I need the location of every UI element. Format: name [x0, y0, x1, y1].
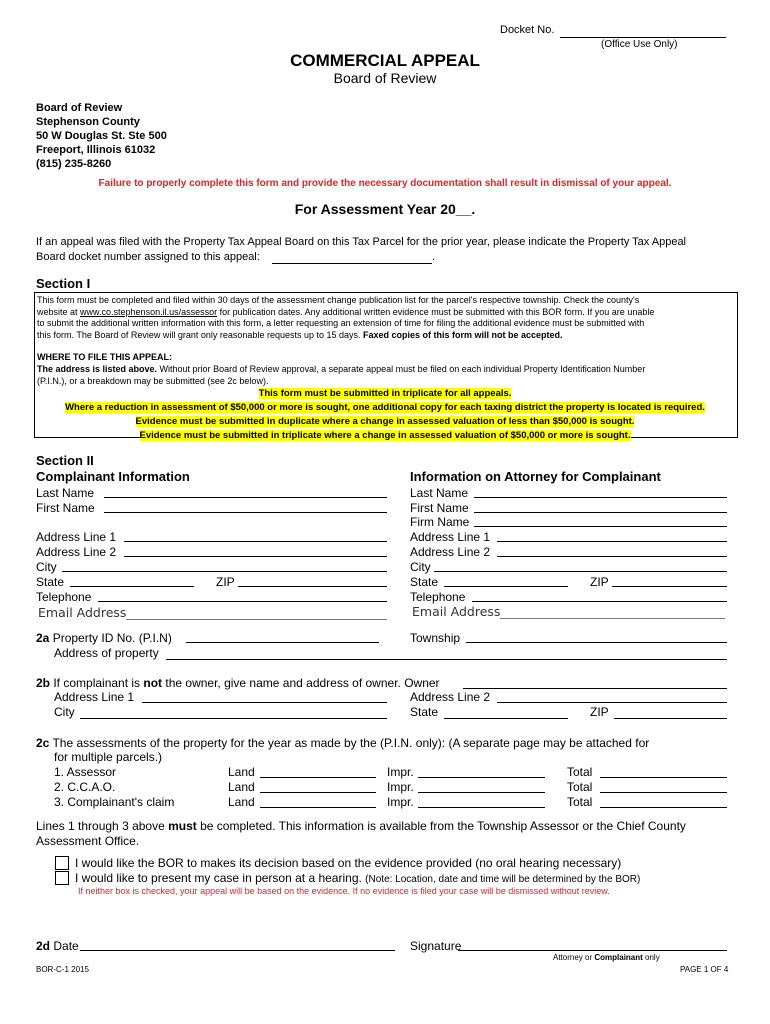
form-subtitle: Board of Review — [333, 70, 437, 86]
township-label: Township — [410, 631, 461, 645]
section1-title: Section I — [36, 276, 91, 291]
attorney-state-field[interactable] — [444, 586, 568, 587]
township-field[interactable] — [466, 642, 727, 643]
highlight-block — [0, 386, 770, 442]
complainant-city-label: City — [36, 560, 57, 574]
instruction-line — [37, 330, 654, 342]
highlight-line: Where a reduction in assessment of $50,000 or more is sought, one additional copy for each taxing district the property is located is required. — [65, 402, 705, 413]
in-person-hearing-label — [75, 871, 640, 885]
ptab-docket-field[interactable] — [272, 263, 432, 264]
s2c-text-2: for multiple parcels.) — [54, 750, 163, 764]
address-line: (815) 235-8260 — [36, 158, 112, 170]
form-title: COMMERCIAL APPEAL — [290, 51, 480, 70]
lines-note-text: be completed. This information is available from the Township Assessor or the Chief County — [196, 819, 686, 833]
attorney-telephone-label: Telephone — [410, 590, 466, 604]
complainant-address2-field[interactable] — [124, 556, 387, 557]
form-id: BOR-C-1 2015 — [36, 965, 89, 974]
complainant-telephone-label: Telephone — [36, 590, 92, 604]
complainant-last-name-label: Last Name — [36, 486, 95, 500]
signature-note — [553, 953, 660, 962]
total-label: Total — [567, 765, 593, 779]
owner-zip-label: ZIP — [590, 705, 609, 719]
property-address-label: Address of property — [54, 646, 159, 660]
instruction-line — [37, 307, 654, 319]
s2b-owner-text — [36, 676, 440, 690]
owner-address2-label: Address Line 2 — [410, 690, 491, 704]
land-label: Land — [228, 765, 255, 779]
where-bold: The address is listed above. — [37, 364, 158, 374]
s2d-date-text: Date — [50, 939, 79, 953]
lines-note-2: Assessment Office. — [36, 834, 140, 848]
date-label — [36, 939, 79, 953]
total-label: Total — [567, 795, 593, 809]
highlight-line: Evidence must be submitted in triplicate where a change in assessed valuation of $50,000 or more is sought. — [139, 430, 631, 441]
property-address-field[interactable] — [166, 659, 727, 660]
lines-note — [36, 819, 686, 833]
where-to-file-title: WHERE TO FILE THIS APPEAL: — [37, 352, 173, 362]
ccao-row-label: 2. C.C.A.O. — [54, 780, 116, 794]
period: . — [432, 251, 436, 263]
assessor-total-field[interactable] — [600, 777, 727, 778]
attorney-email-label: Email Address — [412, 604, 501, 619]
pin-field[interactable] — [186, 642, 379, 643]
attorney-last-name-field[interactable] — [474, 497, 727, 498]
complainant-telephone-field[interactable] — [98, 601, 387, 602]
complainant-address1-label: Address Line 1 — [36, 530, 117, 544]
attorney-title: Information on Attorney for Complainant — [410, 469, 661, 484]
owner-city-field[interactable] — [80, 718, 387, 719]
s2c-num: 2c — [36, 736, 50, 750]
lines-note-must: must — [168, 819, 197, 833]
attorney-email-field[interactable] — [500, 618, 725, 619]
complainant-city-field[interactable] — [62, 571, 387, 572]
instruction-text: this form. The Board of Review will grant only reasonable requests up to 15 days. — [37, 329, 364, 340]
land-label: Land — [228, 795, 255, 809]
s2a-num: 2a — [36, 631, 50, 645]
where-to-file-text-2: (P.I.N.), or a breakdown may be submitted (see 2c below). — [37, 376, 269, 386]
s2c-text — [36, 736, 649, 750]
complainant-state-field[interactable] — [70, 586, 194, 587]
address-line: Board of Review — [36, 102, 123, 114]
signature-field[interactable] — [458, 950, 727, 951]
attorney-firm-name-label: Firm Name — [410, 515, 470, 529]
owner-state-field[interactable] — [444, 718, 568, 719]
impr-label: Impr. — [387, 765, 414, 779]
neither-box-note: If neither box is checked, your appeal will be based on the evidence. If no evidence is filed your case will be dismissed without review. — [78, 886, 610, 896]
fax-note: Faxed copies of this form will not be accepted. — [363, 329, 563, 340]
no-hearing-checkbox[interactable] — [55, 856, 69, 870]
owner-state-label: State — [410, 705, 439, 719]
where-text: Without prior Board of Review approval, a separate appeal must be filed on each individual Property Identification Number — [157, 364, 646, 374]
address-block — [36, 101, 167, 171]
no-hearing-label: I would like the BOR to makes its decision based on the evidence provided (no oral hearing necessary) — [75, 856, 622, 870]
claim-row-label: 3. Complainant's claim — [54, 795, 175, 809]
s2b-text: If complainant is — [50, 676, 144, 690]
signature-label: Signature — [410, 939, 462, 953]
complainant-address2-label: Address Line 2 — [36, 545, 117, 559]
s2d-num: 2d — [36, 939, 51, 953]
owner-city-label: City — [54, 705, 75, 719]
highlight-line: Evidence must be submitted in duplicate where a change in assessed valuation of less than $50,000 is sought. — [135, 416, 635, 427]
attorney-address1-label: Address Line 1 — [410, 530, 491, 544]
owner-zip-field[interactable] — [614, 718, 727, 719]
attorney-last-name-label: Last Name — [410, 486, 469, 500]
complainant-first-name-field[interactable] — [104, 512, 387, 513]
in-person-text: I would like to present my case in person at a hearing. — [75, 871, 362, 885]
section1-instructions — [37, 295, 654, 341]
impr-label: Impr. — [387, 780, 414, 794]
complainant-title: Complainant Information — [36, 469, 190, 484]
total-label: Total — [567, 780, 593, 794]
complainant-zip-label: ZIP — [216, 575, 235, 589]
sig-note-text: Attorney or — [553, 953, 595, 962]
s2a-pin-label — [36, 631, 172, 645]
attorney-firm-name-field[interactable] — [474, 526, 727, 527]
s2b-not: not — [143, 676, 163, 690]
assessment-year: For Assessment Year 20__. — [294, 201, 476, 217]
attorney-address2-field[interactable] — [497, 556, 727, 557]
ccao-impr-field[interactable] — [418, 792, 545, 793]
assessor-link[interactable]: www.co.stephenson.il.us/assessor — [80, 306, 218, 317]
sig-note-text: only — [642, 953, 660, 962]
attorney-zip-field[interactable] — [612, 586, 727, 587]
owner-address1-field[interactable] — [142, 702, 387, 703]
docket-label: Docket No. — [500, 24, 555, 36]
lines-note-text: Lines 1 through 3 above — [36, 819, 169, 833]
prior-appeal-text-2: Board docket number assigned to this appeal: — [36, 251, 260, 263]
hearing-note: (Note: Location, date and time will be determined by the BOR) — [365, 874, 641, 885]
assessor-land-field[interactable] — [260, 777, 376, 778]
owner-address1-label: Address Line 1 — [54, 690, 135, 704]
where-to-file-text — [37, 364, 645, 374]
attorney-state-label: State — [410, 575, 439, 589]
complainant-zip-field[interactable] — [238, 586, 387, 587]
assessor-row-label: 1. Assessor — [54, 765, 117, 779]
s2b-text: the owner, give name and address of owner. Owner — [162, 676, 440, 690]
claim-impr-field[interactable] — [418, 807, 545, 808]
date-field[interactable] — [80, 950, 395, 951]
attorney-first-name-label: First Name — [410, 501, 469, 515]
in-person-hearing-checkbox[interactable] — [55, 871, 69, 885]
owner-name-field[interactable] — [463, 688, 727, 689]
instruction-line: This form must be completed and filed within 30 days of the assessment change publication list for the parcel's respective township. Check the county's — [37, 295, 640, 305]
address-line: Stephenson County — [36, 116, 140, 128]
claim-land-field[interactable] — [260, 807, 376, 808]
attorney-zip-label: ZIP — [590, 575, 609, 589]
address-line: 50 W Douglas St. Ste 500 — [36, 130, 167, 142]
attorney-first-name-field[interactable] — [474, 512, 727, 513]
ccao-total-field[interactable] — [600, 792, 727, 793]
s2c-text-1: The assessments of the property for the year as made by the (P.I.N. only): (A separate page may be attached for — [49, 736, 650, 750]
s2a-pin-text: Property ID No. (P.I.N) — [49, 631, 172, 645]
claim-total-field[interactable] — [600, 807, 727, 808]
assessor-impr-field[interactable] — [418, 777, 545, 778]
sig-note-bold: Complainant — [594, 953, 643, 962]
section2-title: Section II — [36, 453, 94, 468]
instruction-text: for publication dates. Any additional written evidence must be submitted with this BOR form. If you are unable — [217, 306, 655, 317]
complainant-email-label: Email Address — [38, 605, 127, 620]
attorney-city-label: City — [410, 560, 431, 574]
complainant-state-label: State — [36, 575, 65, 589]
s2b-num: 2b — [36, 676, 51, 690]
docket-field[interactable] — [560, 37, 726, 38]
address-line: Freeport, Illinois 61032 — [36, 144, 156, 156]
attorney-address1-field[interactable] — [497, 541, 727, 542]
impr-label: Impr. — [387, 795, 414, 809]
ccao-land-field[interactable] — [260, 792, 376, 793]
office-use-note: (Office Use Only) — [601, 39, 678, 50]
complainant-first-name-label: First Name — [36, 501, 95, 515]
complainant-address1-field[interactable] — [124, 541, 387, 542]
land-label: Land — [228, 780, 255, 794]
dismissal-warning: Failure to properly complete this form and provide the necessary documentation shall result in dismissal of your appeal. — [98, 178, 672, 189]
attorney-city-field[interactable] — [434, 571, 727, 572]
owner-address2-field[interactable] — [497, 702, 727, 703]
attorney-telephone-field[interactable] — [472, 601, 727, 602]
complainant-email-field[interactable] — [126, 619, 387, 620]
highlight-line: This form must be submitted in triplicate for all appeals. — [258, 388, 512, 399]
complainant-last-name-field[interactable] — [104, 497, 387, 498]
page-number: PAGE 1 OF 4 — [680, 965, 729, 974]
prior-appeal-text: If an appeal was filed with the Property Tax Appeal Board on this Tax Parcel for the prior year, please indicate the Property Tax Appeal — [36, 236, 686, 248]
instruction-text: website at — [37, 306, 81, 317]
instruction-line: to submit the additional written information with this form, a letter requesting an extension of time for filing the additional evidence must be submitted with — [37, 318, 645, 329]
attorney-address2-label: Address Line 2 — [410, 545, 491, 559]
